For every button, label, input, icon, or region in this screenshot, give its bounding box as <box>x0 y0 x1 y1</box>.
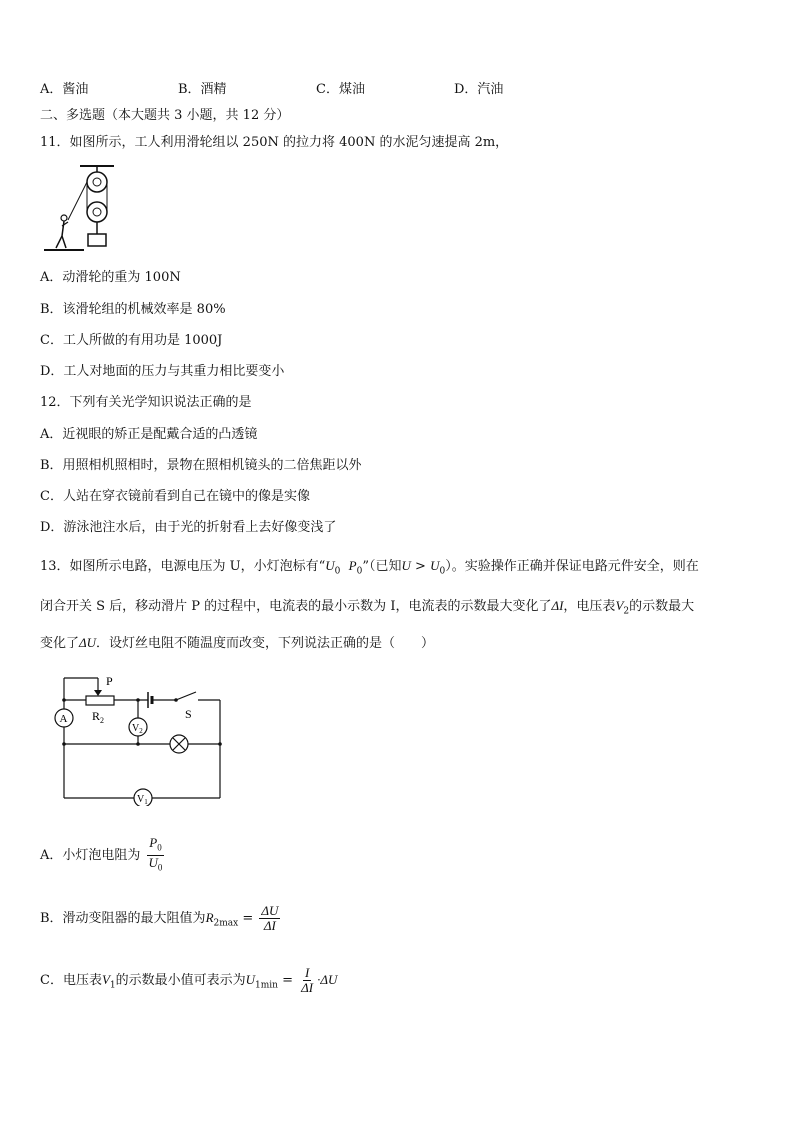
q11-option-c: C．工人所做的有用功是 1000J <box>40 333 223 348</box>
section-heading: 二、多选题（本大题共 3 小题，共 12 分） <box>40 108 290 123</box>
voltmeter-v1-label: $V_1$ <box>137 794 148 806</box>
q13-line-3: 变化了ΔU．设灯丝电阻不随温度而改变，下列说法正确的是（ ） <box>40 635 435 651</box>
voltmeter-v2-label: $V_2$ <box>132 723 143 735</box>
resistor-label: $R_2$ <box>92 709 105 725</box>
switch-label: S <box>185 707 192 721</box>
q10-option-b: B．酒精 <box>178 82 227 97</box>
q12-option-b: B．用照相机照相时，景物在照相机镜头的二倍焦距以外 <box>40 458 362 473</box>
circuit-diagram <box>48 670 228 806</box>
slider-label: P <box>106 674 113 688</box>
q10-option-c: C．煤油 <box>316 82 365 97</box>
q13-option-c: C．电压表$V_1$的示数最小值可表示为$U_{1min}$ = $\frac{I}{\Delta I}$ ·ΔU <box>40 965 338 995</box>
q13-line-2: 闭合开关 S 后，移动滑片 P 的过程中，电流表的最小示数为 I，电流表的示数最大变化了ΔI，电压表$V_2$的示数最大 <box>40 598 695 617</box>
q12-option-a: A．近视眼的矫正是配戴合适的凸透镜 <box>40 427 258 442</box>
q11-option-a: A．动滑轮的重为 100N <box>40 270 181 285</box>
fraction-du-di: $\frac{\Delta U}{\Delta I}$ <box>261 903 279 933</box>
q13-option-a: A．小灯泡电阻为 $\frac{P_0}{U_0}$ <box>40 835 163 873</box>
q10-option-a: A．酱油 <box>40 82 89 97</box>
q11-option-d: D．工人对地面的压力与其重力相比要变小 <box>40 364 285 379</box>
q10-option-d: D．汽油 <box>454 82 504 97</box>
q13-line-1: 13．如图所示电路，电源电压为 U，小灯泡标有“$U_0$ $P_0$”（已知$U > U_0$）。实验操作正确并保证电路元件安全，则在 <box>40 558 699 577</box>
pulley-figure <box>40 162 124 254</box>
q12-option-c: C．人站在穿衣镜前看到自己在镜中的像是实像 <box>40 489 310 504</box>
q11-stem: 11．如图所示，工人利用滑轮组以 250N 的拉力将 400N 的水泥匀速提高 2m， <box>40 135 509 150</box>
q12-stem: 12．下列有关光学知识说法正确的是 <box>40 395 252 410</box>
fraction-i-di: $\frac{I}{\Delta I}$ <box>301 965 314 995</box>
fraction-p0-u0: $\frac{P_0}{U_0}$ <box>148 835 163 873</box>
q11-option-b: B．该滑轮组的机械效率是 80% <box>40 302 226 317</box>
q12-option-d: D．游泳池注水后，由于光的折射看上去好像变浅了 <box>40 520 337 535</box>
q13-option-b: B．滑动变阻器的最大阻值为$R_{2max}$ = $\frac{\Delta U}{\Delta I}$ <box>40 903 279 933</box>
ammeter-label: A <box>59 713 68 725</box>
